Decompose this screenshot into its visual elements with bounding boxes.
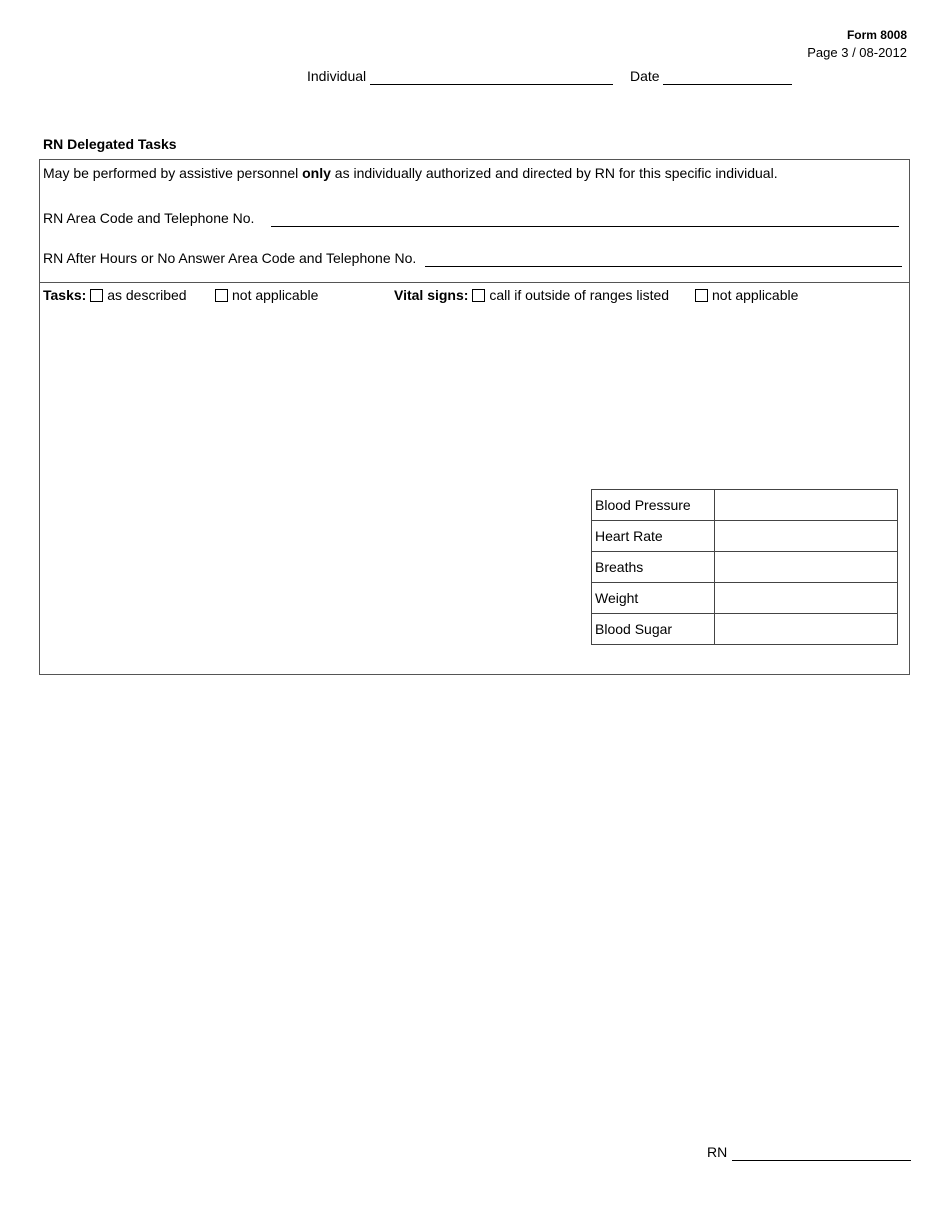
section-title: RN Delegated Tasks <box>43 136 177 152</box>
vital-signs-row <box>394 287 669 303</box>
table-row <box>592 490 898 521</box>
vital-input-breaths[interactable] <box>715 552 898 583</box>
vital-signs-call-checkbox[interactable] <box>472 289 485 302</box>
individual-field[interactable] <box>370 84 613 85</box>
vital-signs-not-applicable-label: not applicable <box>712 287 799 303</box>
tasks-row <box>43 287 187 303</box>
rn-signature-field[interactable] <box>732 1160 911 1161</box>
tasks-not-applicable-checkbox[interactable] <box>215 289 228 302</box>
tasks-as-described-checkbox[interactable] <box>90 289 103 302</box>
authorization-note <box>43 165 778 181</box>
vital-input-blood-sugar[interactable] <box>715 614 898 645</box>
date-field[interactable] <box>663 84 792 85</box>
note-suffix: as individually authorized and directed by RN for this specific individual. <box>330 165 778 181</box>
vital-signs-na-option <box>695 287 798 303</box>
individual-label: Individual <box>307 68 367 84</box>
vital-signs-table <box>591 489 898 645</box>
rn-phone-label: RN Area Code and Telephone No. <box>43 210 255 226</box>
vital-signs-not-applicable-checkbox[interactable] <box>695 289 708 302</box>
page-info: Page 3 / 08-2012 <box>807 45 907 60</box>
rn-phone-field[interactable] <box>271 226 899 227</box>
table-row <box>592 614 898 645</box>
tasks-na-option <box>215 287 318 303</box>
vital-signs-label: Vital signs: <box>394 287 469 303</box>
vital-label-heart-rate: Heart Rate <box>592 521 715 552</box>
vital-input-heart-rate[interactable] <box>715 521 898 552</box>
note-prefix: May be performed by assistive personnel <box>43 165 303 181</box>
vital-label-blood-sugar: Blood Sugar <box>592 614 715 645</box>
tasks-label: Tasks: <box>43 287 87 303</box>
tasks-as-described-label: as described <box>107 287 187 303</box>
table-row <box>592 521 898 552</box>
vital-label-weight: Weight <box>592 583 715 614</box>
vital-signs-call-label: call if outside of ranges listed <box>489 287 670 303</box>
box-divider <box>39 282 910 283</box>
table-row <box>592 583 898 614</box>
vital-label-breaths: Breaths <box>592 552 715 583</box>
tasks-not-applicable-label: not applicable <box>232 287 319 303</box>
vital-input-weight[interactable] <box>715 583 898 614</box>
rn-after-hours-label: RN After Hours or No Answer Area Code and Telephone No. <box>43 250 417 266</box>
note-bold: only <box>302 165 331 181</box>
vital-label-blood-pressure: Blood Pressure <box>592 490 715 521</box>
rn-after-hours-field[interactable] <box>425 266 902 267</box>
vital-input-blood-pressure[interactable] <box>715 490 898 521</box>
rn-signature-label: RN <box>707 1144 728 1160</box>
form-number: Form 8008 <box>846 28 907 42</box>
table-row <box>592 552 898 583</box>
date-label: Date <box>630 68 660 84</box>
